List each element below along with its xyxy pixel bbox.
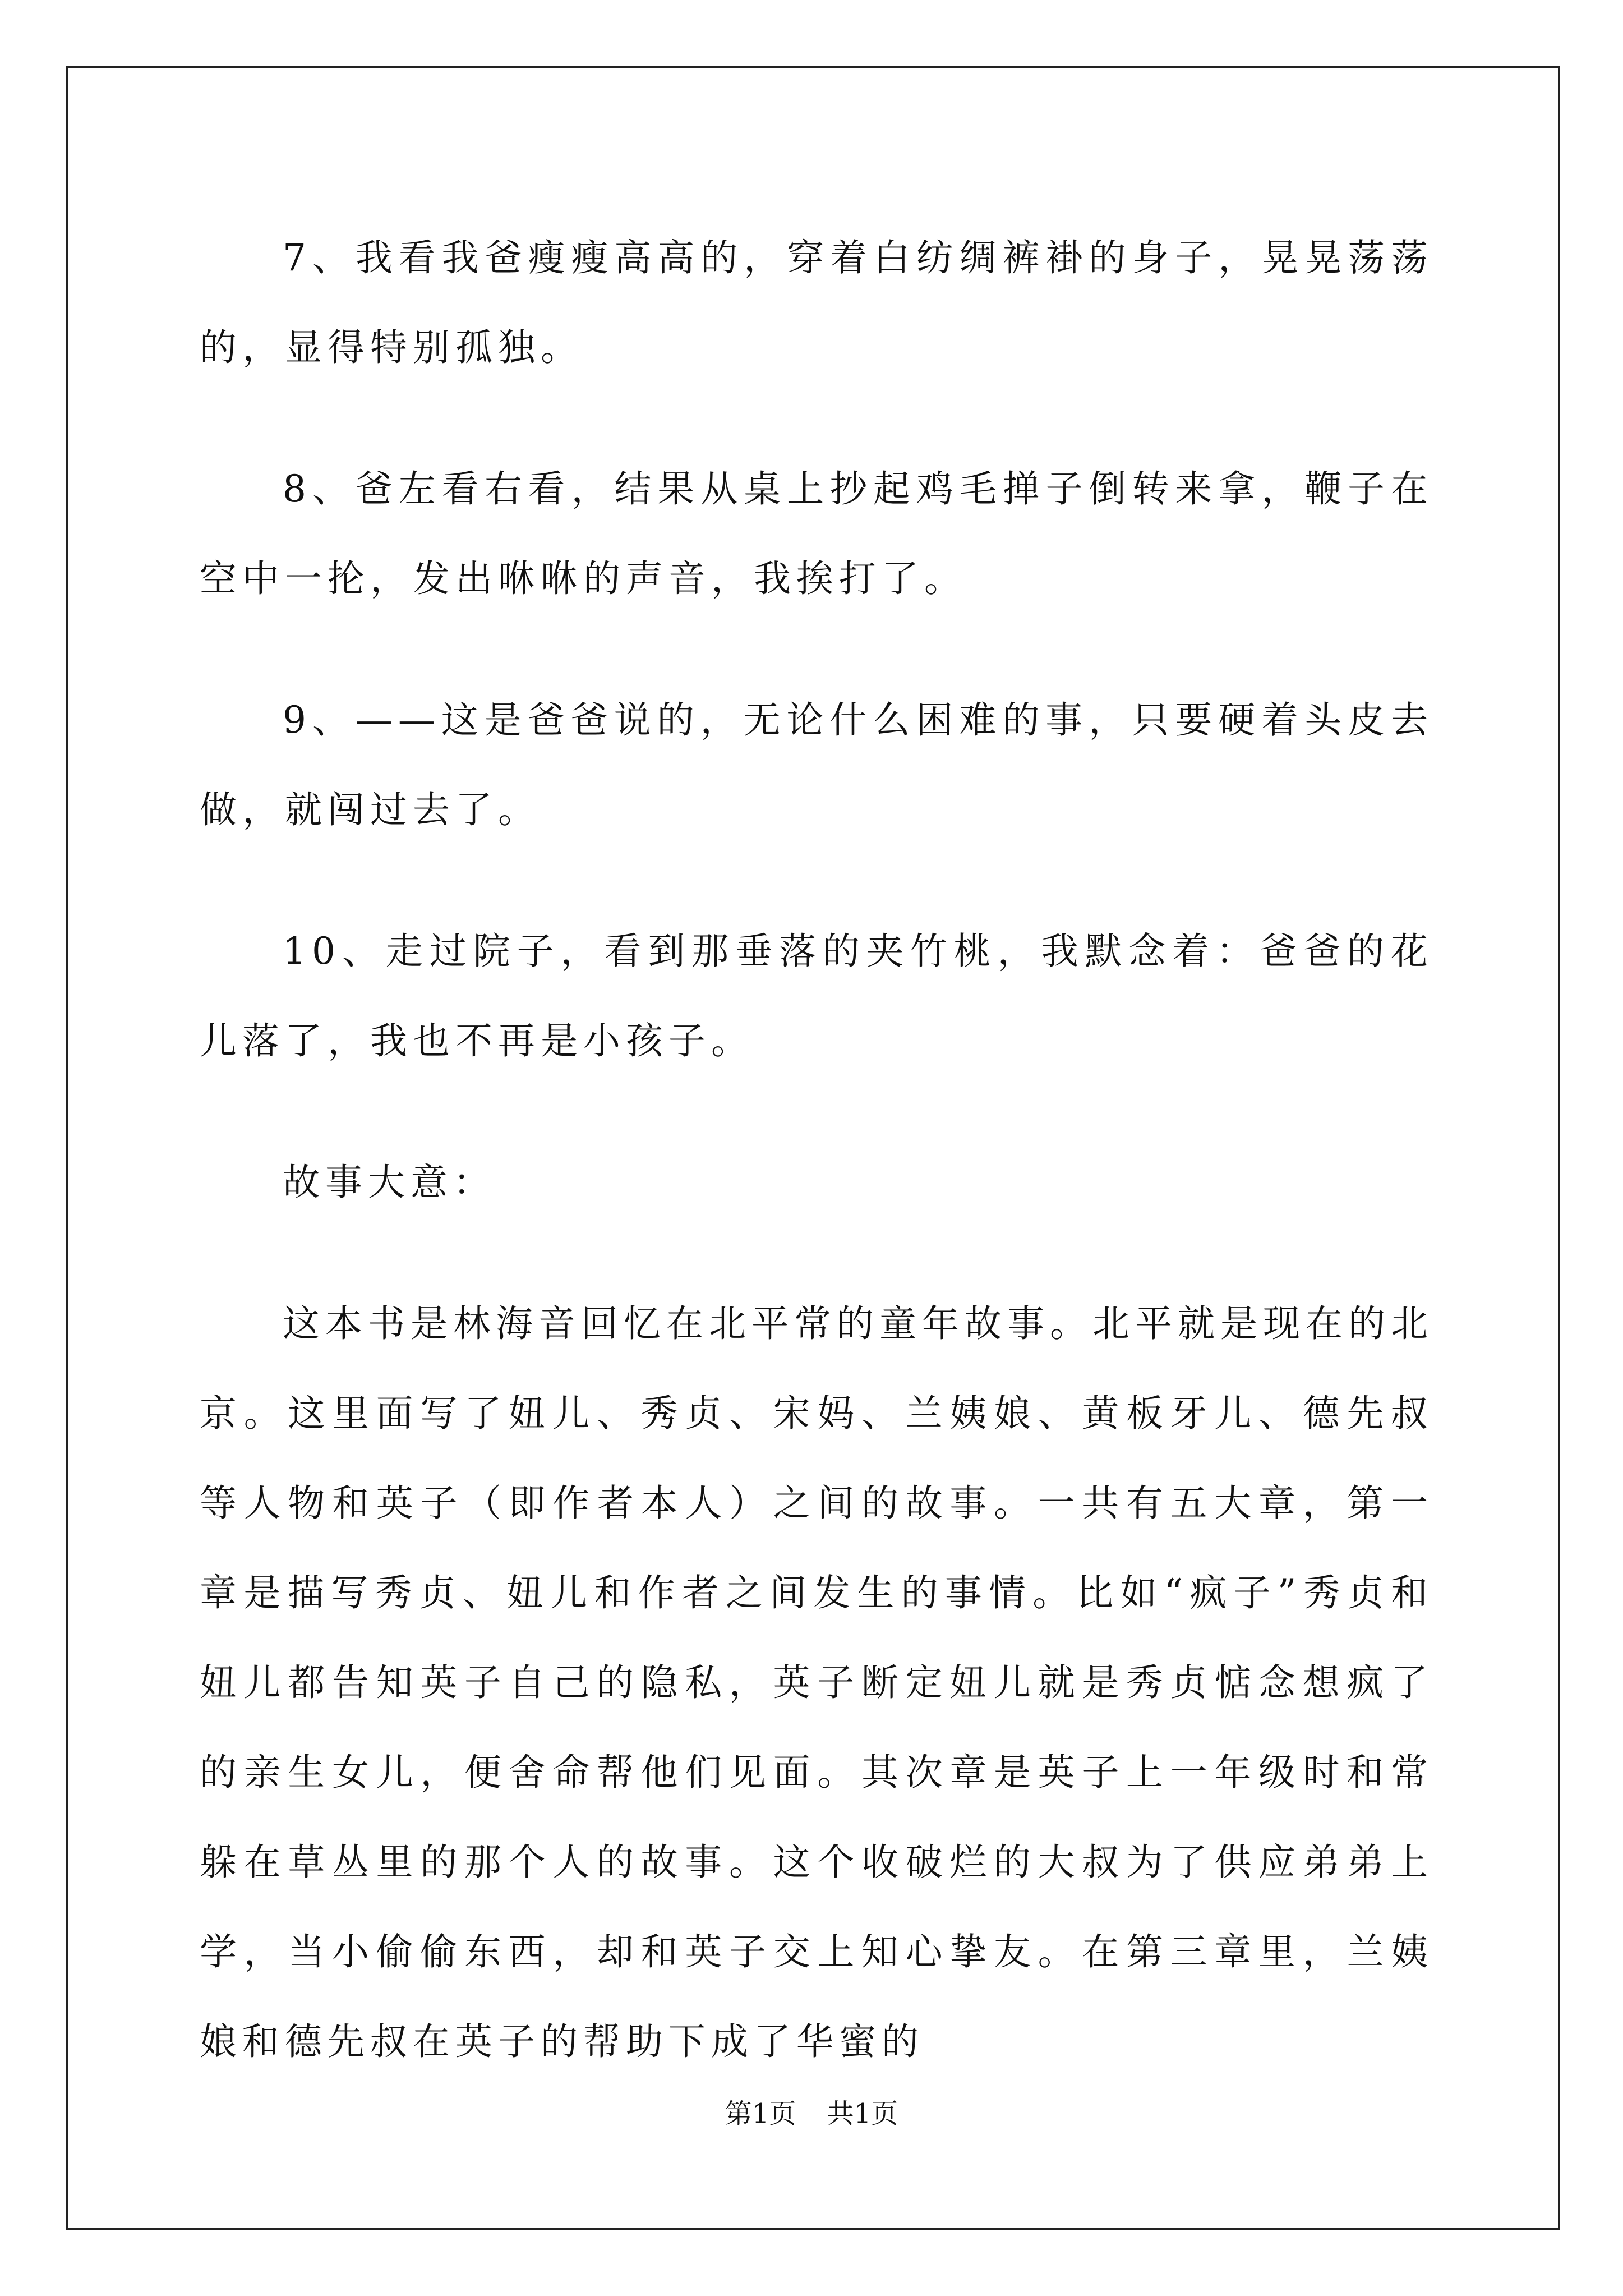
page-total: 共1页 bbox=[827, 2098, 898, 2129]
page-number: 第1页 bbox=[725, 2098, 796, 2129]
summary-paragraph: 这本书是林海音回忆在北平常的童年故事。北平就是现在的北京。这里面写了妞儿、秀贞、宋妈、兰姨娘、黄板牙儿、德先叔等人物和英子（即作者本人）之间的故事。一共有五大章，第一章是描写秀贞、妞儿和作者之间发生的事情。比如“疯子”秀贞和妞儿都告知英子自己的隐私，英子断定妞儿就是秀贞惦念想疯了的亲生女儿，便舍命帮他们见面。其次章是英子上一年级时和常躲在草丛里的那个人的故事。这个收破烂的大叔为了供应弟弟上学，当小偷偷东西，却和英子交上知心挚友。在第三章里，兰姨娘和德先叔在英子的帮助下成了华蜜的 bbox=[200, 1302, 1433, 2063]
paragraph-10: 10、走过院子，看到那垂落的夹竹桃，我默念着：爸爸的花儿落了，我也不再是小孩子。 bbox=[200, 930, 1433, 1062]
paragraph-9: 9、——这是爸爸说的，无论什么困难的事，只要硬着头皮去做，就闯过去了。 bbox=[200, 698, 1433, 831]
section-heading: 故事大意： bbox=[283, 1161, 496, 1204]
page-footer bbox=[0, 2097, 1623, 2131]
paragraph-8: 8、爸左看右看，结果从桌上抄起鸡毛掸子倒转来拿，鞭子在空中一抡，发出咻咻的声音，我挨打了。 bbox=[200, 467, 1433, 600]
paragraph-7: 7、我看我爸瘦瘦高高的，穿着白纺绸裤褂的身子，晃晃荡荡的，显得特别孤独。 bbox=[200, 236, 1433, 369]
document-body bbox=[200, 213, 1433, 2138]
